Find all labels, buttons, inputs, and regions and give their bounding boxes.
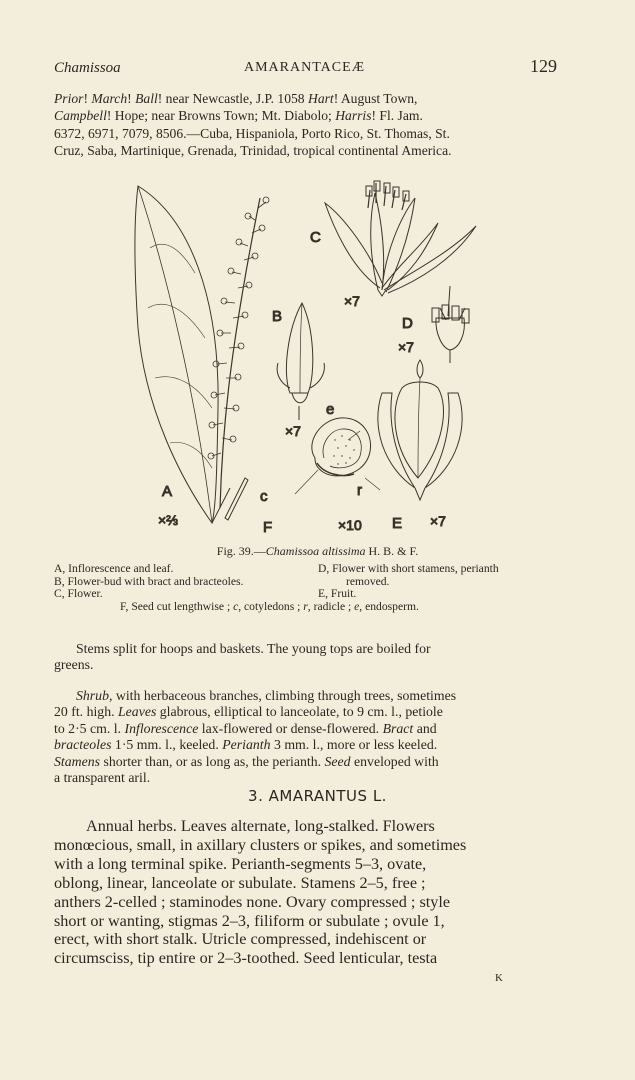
signature-mark: K [495,972,503,984]
seed-label-cotyledons: c [260,488,268,505]
drawing-c-flower [325,181,476,296]
running-head-family: AMARANTACEÆ [244,60,366,75]
citation-line: Cruz, Saba, Martinique, Grenada, Trinidad, tropical continental America. [54,143,452,159]
legend-item-c: C, Flower. [54,587,103,600]
drawing-d-stamens [432,286,469,363]
running-head-genus: Chamissoa [54,60,121,76]
legend-item-a: A, Inflorescence and leaf. [54,562,174,575]
genus-heading: 3. AMARANTUS L. [248,787,387,805]
magnification-e: ×7 [430,513,446,529]
magnification-d: ×7 [398,339,414,355]
citation-line: 6372, 6971, 7079, 8506.—Cuba, Hispaniola, Porto Rico, St. Thomas, St. [54,125,450,141]
uses-paragraph: Stems split for hoops and baskets. The young tops are boiled for greens. [54,641,431,673]
figure-legend [54,563,559,613]
drawing-e-fruit [378,360,462,500]
figure-label-e: E [392,515,403,532]
drawing-f-seed [295,418,380,494]
figure-label-c: C [310,229,321,246]
legend-item-d: D, Flower with short stamens, perianth [318,562,499,575]
running-head [54,56,557,80]
citation-line: Campbell! Hope; near Browns Town; Mt. Diabolo; Harris! Fl. Jam. [54,108,423,124]
page-number: 129 [530,56,557,76]
figure-label-b: B [272,308,283,325]
seed-label-endosperm: e [326,401,335,418]
magnification-b: ×7 [285,423,301,439]
figure-caption: Fig. 39.—Chamissoa altissima H. B. & F. [216,544,419,558]
drawing-b-flower-bud [277,303,324,420]
seed-label-radicle: r [357,482,362,499]
figure-label-a: A [162,483,173,500]
legend-item-e: E, Fruit. [318,587,357,600]
species-description: Shrub, with herbaceous branches, climbing through trees, sometimes 20 ft. high. Leaves glabrous, elliptical to lanceolate, to 9 cm. l., petiole to 2·5 cm. l. Inflorescence lax-flowered or dense-flowered. Bract and bracteoles 1·5 mm. l., keeled. Perianth 3 mm. l., more or less keeled. Stamens shorter than, or as long as, the perianth. Seed enveloped with a transparent aril. [54,688,457,786]
magnification-c: ×7 [344,293,360,309]
genus-description: Annual herbs. Leaves alternate, long-stalked. Flowers monœcious, small, in axillary clusters or spikes, and sometimes with a long terminal spike. Perianth-segments 5–3, ovate, oblong, linear, lanceolate or subulate. Stamens 2–5, free ; anthers 2-celled ; staminodes none. Ovary compressed ; style short or wanting, stigmas 2–3, filiform or subulate ; ovule 1, erect, with short stalk. Utricle compressed, indehiscent or circumsciss, tip entire or 2–3-toothed. Seed lenticular, testa [54,817,467,968]
figure-label-d: D [402,315,413,332]
magnification-f: ×10 [338,517,362,533]
citation-line: Prior! March! Ball! near Newcastle, J.P. 1058 Hart! August Town, [54,91,418,106]
drawing-a-leaf-inflorescence [135,186,269,523]
legend-item-d-cont: removed. [346,574,390,588]
specimen-citation [54,90,557,160]
botanical-illustration [120,178,500,543]
magnification-a: ×⅔ [158,512,178,528]
legend-item-f: F, Seed cut lengthwise ; c, cotyledons ; r, radicle ; e, endosperm. [120,599,419,613]
legend-item-b: B, Flower-bud with bract and bracteoles. [54,574,244,588]
figure-label-f: F [263,519,273,536]
